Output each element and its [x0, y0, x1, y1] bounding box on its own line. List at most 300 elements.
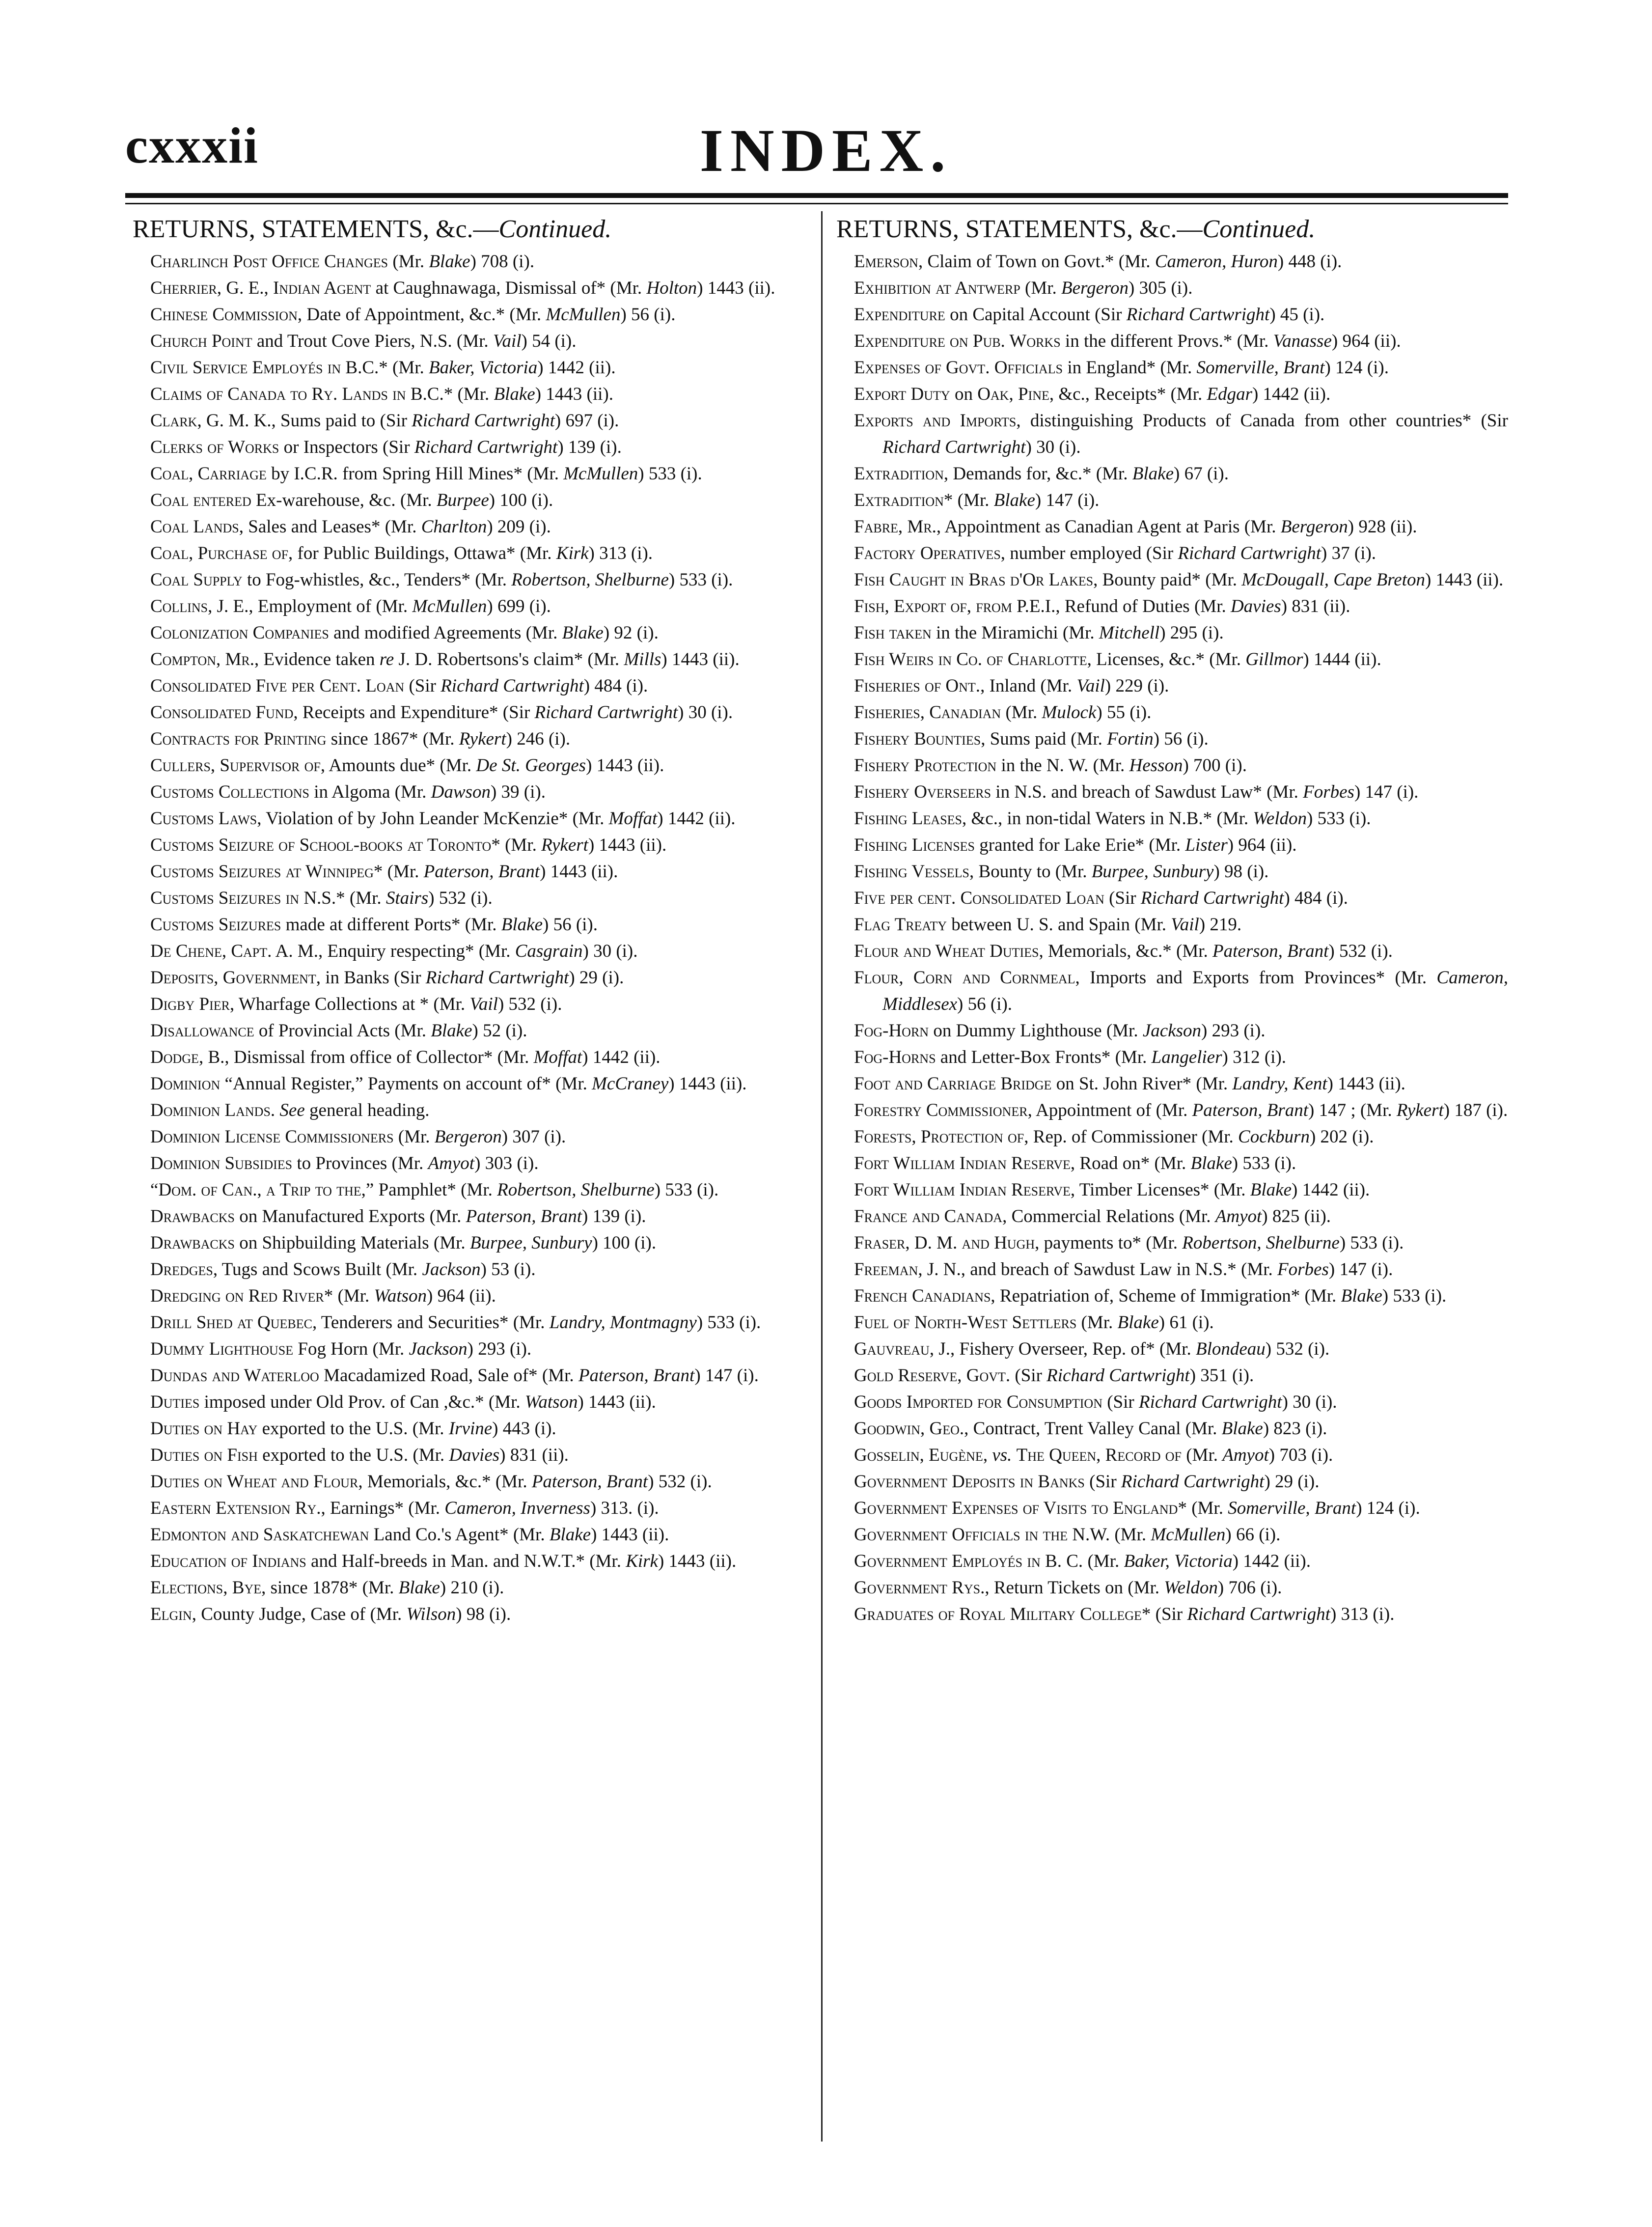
index-entry: [832, 1044, 1508, 1071]
entry-text: , Refund of Duties (Mr.: [1055, 596, 1231, 616]
entry-heading: Freeman, J. N.: [854, 1259, 961, 1280]
index-entry: [832, 1018, 1508, 1044]
entry-text: ) 1442 (ii).: [582, 1047, 661, 1067]
entry-text: ) 30 (i).: [1025, 437, 1081, 457]
entry-heading: Claims of Canada to Ry. Lands in B.C.: [150, 384, 444, 404]
entry-member: Somerville, Brant: [1196, 358, 1325, 378]
entry-member: Bergeron: [1061, 278, 1129, 298]
entry-heading: Fishery Protection: [854, 755, 997, 776]
entry-member: Cameron, Middlesex: [882, 968, 1508, 1014]
section-heading-main: RETURNS, STATEMENTS, &c.—: [133, 215, 499, 243]
index-entry: [129, 673, 809, 699]
entry-member: Weldon: [1253, 808, 1307, 829]
entry-text: and Half-breeds in Man. and N.W.T.* (Mr.: [306, 1551, 626, 1571]
entry-text: ) 1443 (ii).: [668, 1074, 747, 1094]
left-column: [129, 211, 809, 1628]
entry-member: Vail: [1076, 676, 1105, 696]
entry-member: Jackson: [422, 1259, 481, 1280]
entry-text: (Mr.: [1110, 1525, 1151, 1545]
index-entry: [129, 885, 809, 912]
entry-text: ) 823 (i).: [1263, 1419, 1327, 1439]
entry-heading: Customs Seizures at Winnipeg: [150, 862, 374, 882]
index-entry: [832, 1097, 1508, 1124]
entry-text: , Inland (Mr.: [980, 676, 1077, 696]
entry-heading: Clark: [150, 411, 197, 431]
entry-text: , B., Dismissal from office of Collector* (Mr.: [198, 1047, 534, 1067]
entry-heading: Dodge: [150, 1047, 199, 1067]
header-rule-thin: [125, 203, 1508, 204]
entry-text: between U. S. and Spain (Mr.: [946, 915, 1171, 935]
entry-text: , Licenses, &c.* (Mr.: [1087, 649, 1246, 669]
entry-text: , County Judge, Case of (Mr.: [192, 1604, 407, 1624]
index-entry: [129, 806, 809, 832]
entry-text: ) 312 (i).: [1222, 1047, 1287, 1067]
entry-member: Wilson: [406, 1604, 456, 1624]
entry-text: , Memorials, &c.* (Mr.: [358, 1472, 532, 1492]
entry-text: ) 532 (i).: [428, 888, 493, 908]
entry-heading: Chinese Commission: [150, 305, 298, 325]
entry-text: , in Banks (Sir: [316, 968, 426, 988]
entry-text: , since 1878* (Mr.: [261, 1578, 399, 1598]
index-entry: [832, 1363, 1508, 1389]
index-entry: [832, 1548, 1508, 1575]
entry-heading: Dundas and Waterloo: [150, 1365, 319, 1386]
entry-text: ) 351 (i).: [1189, 1365, 1254, 1386]
index-entry: [129, 859, 809, 885]
entry-text: ) 305 (i).: [1129, 278, 1193, 298]
entry-text: ) 124 (i).: [1324, 358, 1389, 378]
entry-heading: Edmonton and Saskatchewan: [150, 1525, 369, 1545]
entry-heading: Customs Laws: [150, 808, 257, 829]
entry-member: Richard Cartwright: [1126, 305, 1270, 325]
index-entry: [832, 514, 1508, 540]
entry-heading: Education of Indians: [150, 1551, 306, 1571]
entry-heading: Expenses of Govt. Officials: [854, 358, 1063, 378]
index-entry: [129, 1097, 809, 1124]
entry-member: Amyot: [428, 1153, 475, 1173]
entry-member: Davies: [1230, 596, 1281, 616]
entry-text: ) 706 (i).: [1217, 1578, 1282, 1598]
entry-text: ) 831 (ii).: [1281, 596, 1350, 616]
entry-member: Blake: [1117, 1312, 1159, 1333]
entry-heading: Coal Lands: [150, 517, 239, 537]
entry-member: Richard Cartwright: [534, 702, 678, 723]
index-entry: [129, 1575, 809, 1601]
entry-member: Paterson, Brant: [1212, 941, 1329, 961]
entry-heading: Extradition: [854, 490, 944, 510]
entry-member: Rykert: [459, 729, 506, 749]
entry-heading: Customs Seizure of School-books at Toronto: [150, 835, 492, 855]
entry-text: , Imports and Exports from Provinces* (Mr.: [1075, 968, 1437, 988]
index-entry: [129, 1177, 809, 1203]
index-entry: [832, 752, 1508, 779]
entry-text: ) 697 (i).: [554, 411, 619, 431]
entry-heading: Coal, Carriage: [150, 464, 267, 484]
entry-text: ) 1443 (ii).: [540, 862, 618, 882]
entry-text: , number employed (Sir: [1000, 543, 1178, 563]
entry-text: ) 1443 (ii).: [586, 755, 664, 776]
index-entry: [129, 1124, 809, 1150]
index-entry: [129, 567, 809, 593]
entry-text: ) 98 (i).: [456, 1604, 511, 1624]
entry-text: (Mr.: [1001, 702, 1042, 723]
entry-text: [1012, 1445, 1016, 1465]
entry-text: Fog Horn (Mr.: [293, 1339, 409, 1359]
index-entry: [832, 328, 1508, 355]
entry-member: Blake: [1250, 1180, 1292, 1200]
entry-text: * (Mr.: [336, 888, 386, 908]
entry-member: Mills: [624, 649, 661, 669]
entry-member: Gillmor: [1245, 649, 1303, 669]
entry-heading: Gold Reserve, Govt.: [854, 1365, 1011, 1386]
entry-text: .: [270, 1100, 280, 1120]
entry-text: and modified Agreements (Mr.: [329, 623, 562, 643]
entry-text: ) 1442 (ii).: [1232, 1551, 1311, 1571]
entry-heading: Fuel of North-West Settlers: [854, 1312, 1077, 1333]
section-heading: [133, 211, 809, 248]
entry-text: ) 56 (i).: [543, 915, 598, 935]
entry-text: , G. M. K., Sums paid to (Sir: [197, 411, 412, 431]
index-entry: [832, 859, 1508, 885]
entry-text: ) 210 (i).: [440, 1578, 504, 1598]
entry-text: ) 219.: [1199, 915, 1242, 935]
entry-heading: Government Deposits in Banks: [854, 1472, 1085, 1492]
entry-text: ) 700 (i).: [1183, 755, 1247, 776]
entry-member: Moffat: [533, 1047, 582, 1067]
index-entry: [832, 1522, 1508, 1548]
entry-text: ) 1442 (ii).: [537, 358, 616, 378]
index-entry: [832, 1230, 1508, 1256]
header-rule-thick: [125, 193, 1508, 198]
entry-heading: Customs Seizures in N.S.: [150, 888, 336, 908]
entry-text: ) 1444 (ii).: [1303, 649, 1381, 669]
entry-heading: Clerks of Works: [150, 437, 279, 457]
entry-text: in the Miramichi (Mr.: [931, 623, 1099, 643]
index-entry: [832, 779, 1508, 806]
entry-text: , Timber Licenses* (Mr.: [1070, 1180, 1250, 1200]
entry-member: McMullen: [412, 596, 487, 616]
entry-text: , Appointment of (Mr.: [1027, 1100, 1192, 1120]
entry-text: on Manufactured Exports (Mr.: [235, 1206, 466, 1226]
entry-member: Watson: [374, 1286, 427, 1306]
entry-text: (Mr.: [1181, 1445, 1223, 1465]
entry-text: ) 29 (i).: [569, 968, 624, 988]
entry-heading: Export Duty: [854, 384, 950, 404]
entry-member: Paterson, Brant: [531, 1472, 648, 1492]
entry-text: ) 293 (i).: [1201, 1021, 1266, 1041]
entry-heading: Goodwin, Geo.: [854, 1419, 964, 1439]
index-entry: [129, 1389, 809, 1416]
entry-member: Holton: [646, 278, 697, 298]
entry-member: Richard Cartwright: [1138, 1392, 1282, 1412]
index-entry: [832, 912, 1508, 938]
index-entry: [129, 1469, 809, 1495]
entry-heading: Fishing Leases: [854, 808, 962, 829]
entry-member: Blake: [501, 915, 543, 935]
entry-member: Blake: [1221, 1419, 1263, 1439]
entry-text: ) 147 (i).: [1328, 1259, 1393, 1280]
entry-text: , Contract, Trent Valley Canal (Mr.: [964, 1419, 1222, 1439]
entry-heading: Contracts for Printing: [150, 729, 327, 749]
entry-text: ) 825 (ii).: [1262, 1206, 1331, 1226]
entry-member: Lister: [1185, 835, 1228, 855]
index-entry: [129, 1416, 809, 1442]
index-entry: [129, 991, 809, 1018]
entry-text: , Rep. of Commissioner (Mr.: [1024, 1127, 1239, 1147]
index-entry: [129, 1363, 809, 1389]
index-entry: [832, 699, 1508, 726]
entry-member: Burpee, Sunbury: [469, 1233, 592, 1253]
entry-member: Vail: [1171, 915, 1199, 935]
entry-member: Blake: [562, 623, 604, 643]
index-entry: [832, 249, 1508, 275]
index-entry: [129, 381, 809, 408]
entry-heading: Fog-Horn: [854, 1021, 929, 1041]
entry-heading: France and Canada: [854, 1206, 1003, 1226]
entry-heading: Cherrier: [150, 278, 217, 298]
entry-member: Rykert: [541, 835, 588, 855]
entry-member: Mitchell: [1099, 623, 1160, 643]
entry-member: Kirk: [626, 1551, 658, 1571]
entry-text: on Shipbuilding Materials (Mr.: [235, 1233, 470, 1253]
index-entry: [129, 699, 809, 726]
entry-member: Amyot: [1222, 1445, 1269, 1465]
index-entry: [832, 620, 1508, 646]
entry-text: imposed under Old Prov. of Can ,&c.* (Mr.: [199, 1392, 525, 1412]
entry-member: Vanasse: [1273, 331, 1332, 351]
entry-text: ) 532 (i).: [497, 994, 562, 1014]
entry-member: Stairs: [385, 888, 429, 908]
entry-heading: Dredging on Red River: [150, 1286, 324, 1306]
entry-heading: Customs Collections: [150, 782, 309, 802]
entry-text: , &c., in non-tidal Waters in N.B.* (Mr.: [962, 808, 1253, 829]
entry-text: ) 54 (i).: [521, 331, 577, 351]
entry-heading: Exports and Imports: [854, 411, 1017, 431]
entry-text: ) 1443 (ii).: [658, 1551, 737, 1571]
entry-member: Richard Cartwright: [1046, 1365, 1190, 1386]
entry-heading: Forests, Protection of: [854, 1127, 1024, 1147]
entry-text: , &c., Receipts* (Mr.: [1049, 384, 1207, 404]
entry-text: exported to the U.S. (Mr.: [257, 1445, 449, 1465]
index-entry: [129, 726, 809, 752]
section-heading-main: RETURNS, STATEMENTS, &c.—: [836, 215, 1203, 243]
entry-member: Forbes: [1303, 782, 1354, 802]
entry-member: Casgrain: [515, 941, 583, 961]
entry-member: Cameron, Huron: [1155, 251, 1278, 272]
index-entry: [129, 832, 809, 859]
entry-member: Landry, Kent: [1232, 1074, 1327, 1094]
entry-text: ) 147 (i).: [1354, 782, 1419, 802]
entry-member: Richard Cartwright: [1140, 888, 1284, 908]
index-entry: [129, 355, 809, 381]
entry-heading: Church Point: [150, 331, 252, 351]
entry-heading: Dom. of Can., a Trip to the: [158, 1180, 361, 1200]
entry-list: [129, 249, 809, 1628]
entry-text: * (Mr.: [1178, 1498, 1228, 1518]
entry-text: and Letter-Box Fronts* (Mr.: [936, 1047, 1152, 1067]
entry-member: Burpee, Sunbury: [1091, 862, 1214, 882]
entry-text: on: [950, 384, 978, 404]
index-entry: [832, 1601, 1508, 1628]
index-entry: [129, 514, 809, 540]
entry-text: ) 98 (i).: [1213, 862, 1269, 882]
entry-text: ) 1442 (ii).: [1252, 384, 1331, 404]
entry-member: Mulock: [1042, 702, 1097, 723]
entry-heading: The Queen, Record of: [1016, 1445, 1182, 1465]
entry-heading: Five per cent. Consolidated Loan: [854, 888, 1104, 908]
entry-member: Richard Cartwright: [425, 968, 569, 988]
entry-heading: Elgin: [150, 1604, 192, 1624]
index-entry: [832, 938, 1508, 965]
entry-text: ) 1443 (ii).: [578, 1392, 656, 1412]
entry-member: Vail: [493, 331, 522, 351]
entry-text: , Amounts due* (Mr.: [320, 755, 476, 776]
entry-text: Macadamized Road, Sale of* (Mr.: [319, 1365, 578, 1386]
entry-member: Bergeron: [434, 1127, 502, 1147]
index-entry: [832, 965, 1508, 1018]
entry-text: ) 533 (i).: [696, 1312, 761, 1333]
entry-member: Paterson, Brant: [1192, 1100, 1308, 1120]
entry-heading: Eastern Extension Ry.: [150, 1498, 321, 1518]
entry-text: ) 246 (i).: [506, 729, 571, 749]
entry-text: ) 45 (i).: [1269, 305, 1325, 325]
entry-text: or Inspectors (Sir: [279, 437, 414, 457]
entry-text: ) 139 (i).: [582, 1206, 646, 1226]
entry-member: vs.: [992, 1445, 1012, 1465]
index-entry: [832, 275, 1508, 302]
entry-member: Robertson, Shelburne: [497, 1180, 655, 1200]
entry-heading: Consolidated Fund: [150, 702, 294, 723]
entry-text: ) 964 (ii).: [1227, 835, 1297, 855]
entry-text: in the different Provs.* (Mr.: [1060, 331, 1273, 351]
entry-heading: Dominion License Commissioners: [150, 1127, 394, 1147]
index-entry: [832, 1309, 1508, 1336]
entry-text: ) 708 (i).: [470, 251, 535, 272]
entry-heading: Fish taken: [854, 623, 932, 643]
entry-text: (Mr.: [1020, 278, 1061, 298]
entry-text: ) 1443 (ii).: [591, 1525, 669, 1545]
entry-heading: Fish Weirs in Co. of Charlotte: [854, 649, 1087, 669]
entry-text: ) 1442 (ii).: [1292, 1180, 1370, 1200]
entry-member: Paterson, Brant: [466, 1206, 582, 1226]
entry-member: Blake: [494, 384, 535, 404]
entry-text: ) 295 (i).: [1159, 623, 1224, 643]
index-entry: [129, 1601, 809, 1628]
entry-heading: Dominion Lands: [150, 1100, 271, 1120]
entry-member: Blake: [429, 251, 470, 272]
entry-text: * (Mr.: [943, 490, 994, 510]
entry-heading: Fishing Vessels: [854, 862, 970, 882]
entry-member: Richard Cartwright: [441, 676, 584, 696]
entry-heading: Expenditure: [854, 305, 945, 325]
index-entry: [832, 461, 1508, 487]
entry-heading: Digby Pier: [150, 994, 230, 1014]
entry-text: exported to the U.S. (Mr.: [257, 1419, 449, 1439]
entry-text: , distinguishing Products of Canada from other countries* (Sir: [1016, 411, 1508, 431]
entry-text: (Mr.: [1083, 1551, 1124, 1571]
entry-member: Dawson: [431, 782, 491, 802]
entry-heading: Fort William Indian Reserve: [854, 1153, 1071, 1173]
entry-text: ) 964 (ii).: [427, 1286, 496, 1306]
index-entry: [832, 646, 1508, 673]
index-entry: [129, 540, 809, 567]
entry-text: , Road on* (Mr.: [1070, 1153, 1191, 1173]
entry-heading: Flour and Wheat Duties: [854, 941, 1039, 961]
entry-text: ) 1442 (ii).: [657, 808, 736, 829]
entry-heading: Government Expenses of Visits to England: [854, 1498, 1178, 1518]
entry-text: , Commercial Relations (Mr.: [1002, 1206, 1215, 1226]
entry-heading: Fish Caught in Bras d'Or Lakes: [854, 570, 1094, 590]
entry-text: ) 533 (i).: [1232, 1153, 1296, 1173]
entry-text: ) 147 (i).: [1035, 490, 1100, 510]
index-entry: [832, 1469, 1508, 1495]
entry-member: Weldon: [1164, 1578, 1218, 1598]
entry-heading: Drawbacks: [150, 1206, 235, 1226]
entry-text: ) 55 (i).: [1096, 702, 1152, 723]
entry-heading: Duties on Fish: [150, 1445, 258, 1465]
entry-text: ) 484 (i).: [1284, 888, 1348, 908]
entry-text: ) 56 (i).: [620, 305, 676, 325]
entry-text: , Sums paid (Mr.: [981, 729, 1107, 749]
entry-heading: Charlinch Post Office Changes: [150, 251, 388, 272]
index-entry: [129, 302, 809, 328]
index-entry: [832, 1389, 1508, 1416]
entry-heading: Coal, Purchase of: [150, 543, 289, 563]
entry-text: ) 831 (ii).: [499, 1445, 569, 1465]
entry-text: , Enquiry respecting* (Mr.: [318, 941, 515, 961]
entry-member: Bergeron: [1280, 517, 1348, 537]
entry-member: Davies: [449, 1445, 500, 1465]
entry-text: ) 56 (i).: [1153, 729, 1209, 749]
section-heading-continued: Continued.: [498, 215, 612, 243]
entry-text: , payments to* (Mr.: [1035, 1233, 1183, 1253]
entry-text: ) 532 (i).: [648, 1472, 712, 1492]
entry-text: ) 39 (i).: [490, 782, 546, 802]
entry-text: ) 37 (i).: [1321, 543, 1377, 563]
entry-text: ) 147 ; (Mr.: [1308, 1100, 1397, 1120]
entry-text: at Caughnawaga, Dismissal of* (Mr.: [371, 278, 647, 298]
entry-text: ) 448 (i).: [1277, 251, 1342, 272]
entry-text: ) 533 (i).: [1382, 1286, 1447, 1306]
entry-text: ) 533 (i).: [1307, 808, 1371, 829]
entry-heading: Fraser, D. M. and Hugh: [854, 1233, 1035, 1253]
index-entry: [129, 408, 809, 434]
entry-text: (Sir: [1010, 1365, 1047, 1386]
entry-text: (Sir: [1084, 1472, 1121, 1492]
entry-text: ) 1443 (ii).: [1327, 1074, 1405, 1094]
entry-member: Blake: [1132, 464, 1174, 484]
entry-text: * (Mr.: [379, 358, 429, 378]
entry-text: ,” Pamphlet* (Mr.: [361, 1180, 497, 1200]
index-entry: [129, 1336, 809, 1363]
entry-text: , G. E.,: [217, 278, 273, 298]
entry-member: Irvine: [448, 1419, 493, 1439]
entry-member: Cameron, Inverness: [444, 1498, 590, 1518]
index-entry: [832, 1203, 1508, 1230]
entry-member: Richard Cartwright: [882, 437, 1026, 457]
entry-text: , Wharfage Collections at * (Mr.: [229, 994, 470, 1014]
entry-member: Cockburn: [1238, 1127, 1310, 1147]
entry-text: ) 1443 (ii).: [535, 384, 613, 404]
entry-member: Robertson, Shelburne: [511, 570, 669, 590]
right-column: [832, 211, 1508, 1628]
entry-member: Blake: [431, 1021, 472, 1041]
entry-heading: Forestry Commissioner: [854, 1100, 1028, 1120]
index-entry: [129, 620, 809, 646]
index-entry: [129, 779, 809, 806]
entry-text: ,: [983, 1445, 992, 1465]
entry-text: , and breach of Sawdust Law in N.S.* (Mr.: [961, 1259, 1278, 1280]
